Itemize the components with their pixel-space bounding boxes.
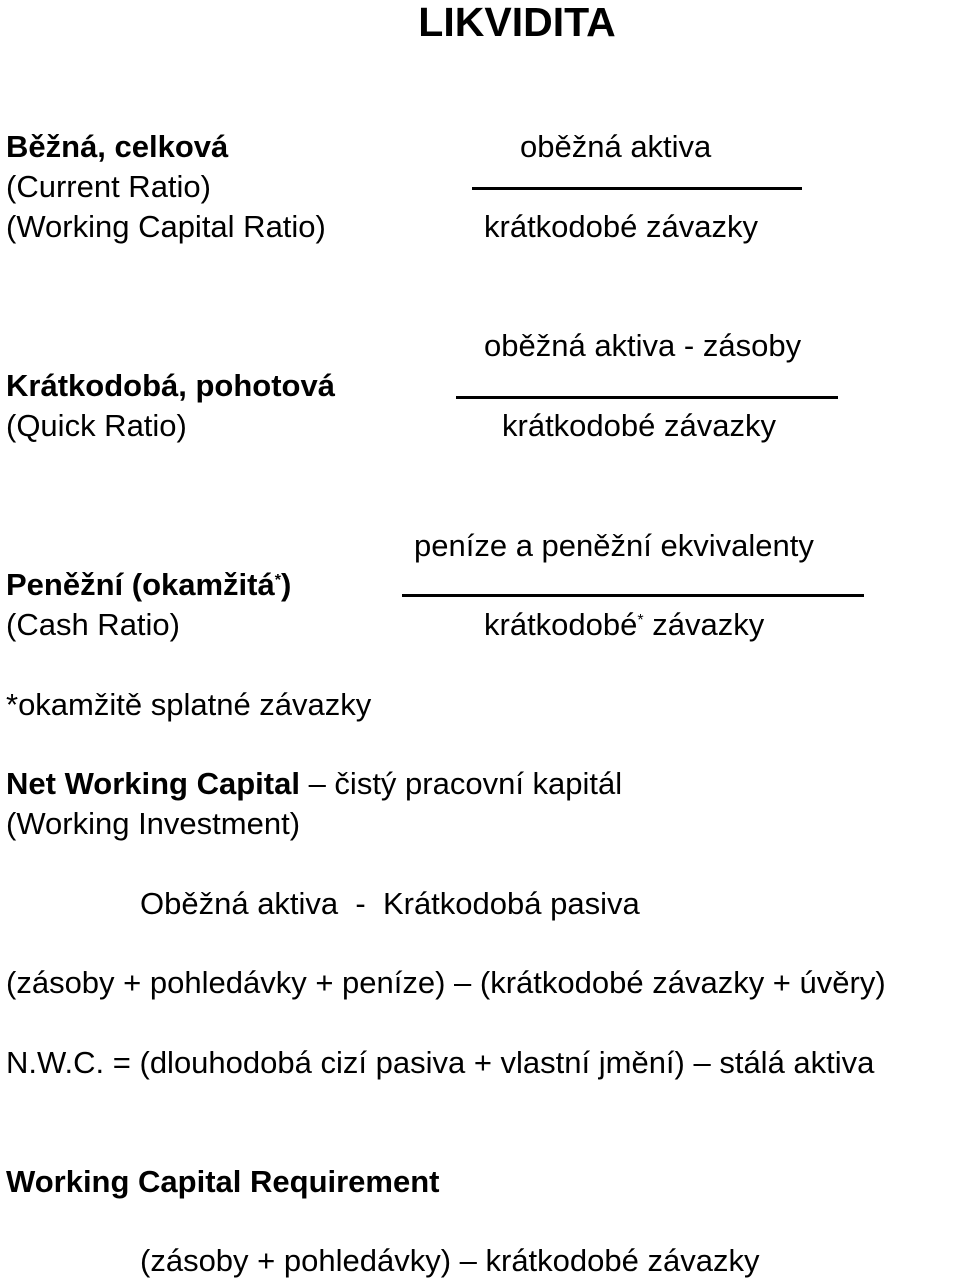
wcr-formula: (zásoby + pohledávky) – krátkodobé závazky [140, 1243, 760, 1278]
cash-ratio-name: Peněžní (okamžitá*) [6, 567, 292, 602]
nwc-formula-2: (zásoby + pohledávky + peníze) – (krátkodobé závazky + úvěry) [6, 965, 886, 1000]
wcr-heading: Working Capital Requirement [6, 1164, 440, 1199]
quick-ratio-fraction-line [456, 396, 838, 399]
quick-ratio-alias: (Quick Ratio) [6, 408, 187, 443]
cash-ratio-numerator: peníze a peněžní ekvivalenty [414, 528, 814, 563]
nwc-alias: (Working Investment) [6, 806, 301, 841]
nwc-formula-3: N.W.C. = (dlouhodobá cizí pasiva + vlastní jmění) – stálá aktiva [6, 1045, 875, 1080]
quick-ratio-numerator: oběžná aktiva - zásoby [484, 328, 802, 363]
current-ratio-name: Běžná, celková [6, 129, 229, 164]
current-ratio-numerator: oběžná aktiva [520, 129, 712, 164]
quick-ratio-name: Krátkodobá, pohotová [6, 368, 335, 403]
page-title: LIKVIDITA [418, 0, 616, 45]
quick-ratio-denominator: krátkodobé závazky [502, 408, 776, 443]
current-ratio-fraction-line [472, 187, 802, 190]
cash-ratio-fraction-line [402, 594, 864, 597]
current-ratio-denominator: krátkodobé závazky [484, 209, 758, 244]
cash-ratio-alias: (Cash Ratio) [6, 607, 180, 642]
footnote: *okamžitě splatné závazky [6, 687, 372, 722]
nwc-heading: Net Working Capital – čistý pracovní kapitál [6, 766, 623, 801]
cash-ratio-denominator: krátkodobé* závazky [484, 607, 765, 642]
current-ratio-alias-1: (Current Ratio) [6, 169, 211, 204]
nwc-formula-1: Oběžná aktiva - Krátkodobá pasiva [140, 886, 640, 921]
current-ratio-alias-2: (Working Capital Ratio) [6, 209, 326, 244]
